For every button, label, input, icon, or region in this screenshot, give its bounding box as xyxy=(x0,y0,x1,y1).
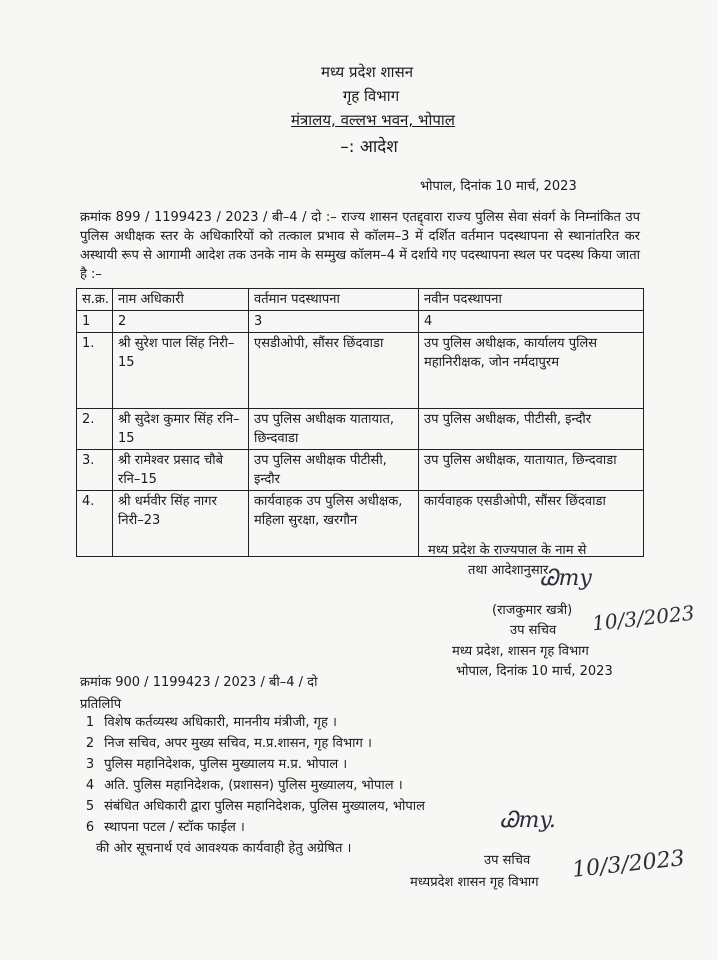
list-item: 2 निज सचिव, अपर मुख्य सचिव, म.प्र.शासन, गृह विभाग । xyxy=(85,736,372,751)
table-header: वर्तमान पदस्थापना xyxy=(249,289,419,311)
col-number: 3 xyxy=(249,311,419,333)
authority-line-2: तथा आदेशानुसार xyxy=(468,563,549,578)
row-new-posting: उप पुलिस अधीक्षक, कार्यालय पुलिस महानिरीक्षक, जोन नर्मदापुरम xyxy=(419,333,644,409)
col-number: 1 xyxy=(77,311,113,333)
row-sr: 4. xyxy=(77,491,113,557)
col-number: 4 xyxy=(419,311,644,333)
copy-sig-department: मध्यप्रदेश शासन गृह विभाग xyxy=(410,875,539,890)
list-item: 6 स्थापना पटल / स्टॉक फाईल । xyxy=(85,820,245,835)
handwritten-date: 10/3/2023 xyxy=(571,846,686,883)
authority-line: मध्य प्रदेश के राज्यपाल के नाम से xyxy=(428,543,587,558)
table-header-row xyxy=(77,289,644,311)
copy-closing: की ओर सूचनार्थ एवं आवश्यक कार्यवाही हेतु अग्रेषित । xyxy=(96,841,352,856)
signatory-place-date: भोपाल, दिनांक 10 मार्च, 2023 xyxy=(456,664,613,679)
header-address: मंत्रालय, वल्लभ भवन, भोपाल xyxy=(291,111,455,129)
handwritten-signature-icon: Ꮚmy xyxy=(540,566,592,591)
row-sr: 1. xyxy=(77,333,113,409)
signatory-department: मध्य प्रदेश, शासन गृह विभाग xyxy=(452,644,589,659)
handwritten-date: 10/3/2023 xyxy=(591,600,696,636)
order-paragraph: क्रमांक 899 / 1199423 / 2023 / बी–4 / दो :– राज्य शासन एतद्द्वारा राज्य पुलिस सेवा संवर्ग के निम्नांकित उप पुलिस अधीक्षक स्तर के अधिकारियों को तत्काल प्रभाव से कॉलम–3 में दर्शित वर्तमान पदस्थापना से स्थानांतरित कर अस्थायी रूप से आगामी आदेश तक उनके नाम के सम्मुख कॉलम–4 में दर्शाये गए पदस्थापना स्थल पर पदस्थ किया जाता है :– xyxy=(80,210,640,282)
row-name: श्री सुदेश कुमार सिंह रनि– 15 xyxy=(113,409,249,450)
list-item: 5 संबंधित अधिकारी द्वारा पुलिस महानिदेशक, पुलिस मुख्यालय, भोपाल xyxy=(85,799,425,814)
row-new-posting: उप पुलिस अधीक्षक, पीटीसी, इन्दौर xyxy=(419,409,644,450)
copy-title: प्रतिलिपि xyxy=(80,697,122,712)
row-name: श्री सुरेश पाल सिंह निरी–15 xyxy=(113,333,249,409)
signatory-designation: उप सचिव xyxy=(510,623,557,638)
header-department: गृह विभाग xyxy=(342,87,400,105)
copy-sig-designation: उप सचिव xyxy=(484,853,531,868)
table-header: स.क्र. xyxy=(77,289,113,311)
row-sr: 3. xyxy=(77,450,113,491)
row-current-posting: कार्यवाहक उप पुलिस अधीक्षक, महिला सुरक्षा, खरगौन xyxy=(249,491,419,557)
row-sr: 2. xyxy=(77,409,113,450)
col-number: 2 xyxy=(113,311,249,333)
list-item: 3 पुलिस महानिदेशक, पुलिस मुख्यालय म.प्र. भोपाल । xyxy=(85,757,348,772)
row-current-posting: उप पुलिस अधीक्षक पीटीसी, इन्दौर xyxy=(249,450,419,491)
row-new-posting: उप पुलिस अधीक्षक, यातायात, छिन्दवाडा xyxy=(419,450,644,491)
header-govt: मध्य प्रदेश शासन xyxy=(320,63,414,81)
row-name: श्री रामेश्वर प्रसाद चौबे रनि–15 xyxy=(113,450,249,491)
header-order-title: –: आदेश xyxy=(340,137,398,157)
table-col-number-row xyxy=(77,311,644,333)
list-item: 4 अति. पुलिस महानिदेशक, (प्रशासन) पुलिस मुख्यालय, भोपाल । xyxy=(85,778,403,793)
order-date: भोपाल, दिनांक 10 मार्च, 2023 xyxy=(420,179,577,194)
table-header: नवीन पदस्थापना xyxy=(419,289,644,311)
transfer-table xyxy=(76,288,644,557)
row-current-posting: उप पुलिस अधीक्षक यातायात, छिन्दवाडा xyxy=(249,409,419,450)
table-row xyxy=(77,409,644,450)
row-current-posting: एसडीओपी, सौंसर छिंदवाडा xyxy=(249,333,419,409)
copy-list xyxy=(80,712,425,838)
handwritten-signature-icon: Ꮚmy. xyxy=(500,808,556,833)
table-header: नाम अधिकारी xyxy=(113,289,249,311)
list-item: 1 विशेष कर्तव्यस्थ अधिकारी, माननीय मंत्रीजी, गृह । xyxy=(85,715,337,730)
table-row xyxy=(77,450,644,491)
row-name: श्री धर्मवीर सिंह नागर निरी–23 xyxy=(113,491,249,557)
table-row xyxy=(77,333,644,409)
signatory-name: (राजकुमार खत्री) xyxy=(492,603,573,618)
copy-order-number: क्रमांक 900 / 1199423 / 2023 / बी–4 / दो xyxy=(80,675,318,690)
row-new-posting: कार्यवाहक एसडीओपी, सौंसर छिंदवाडा xyxy=(419,491,644,557)
